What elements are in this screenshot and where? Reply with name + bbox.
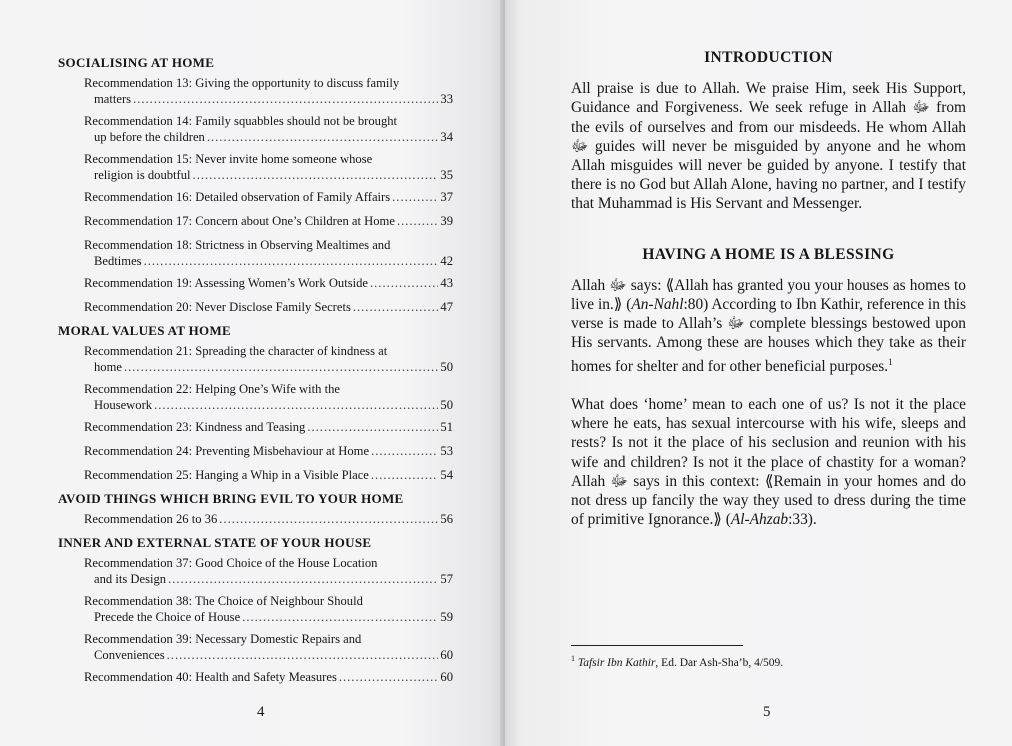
- leader-dots: [397, 213, 438, 229]
- footnote-marker: 1: [888, 356, 893, 367]
- toc-entry[interactable]: [84, 299, 453, 315]
- right-page-body: [571, 48, 966, 529]
- toc-section-heading: INNER AND EXTERNAL STATE OF YOUR HOUSE: [58, 535, 372, 550]
- leader-dots: [207, 129, 439, 145]
- footnote: $^1$ Tafsir Ibn Kathir, Ed. Dar Ash-Sha’b, 4/509.: [571, 654, 784, 669]
- toc-entry[interactable]: [84, 669, 453, 685]
- leader-dots: [167, 647, 439, 663]
- toc-page-number: 56: [440, 512, 453, 526]
- toc-entry[interactable]: [84, 467, 453, 483]
- toc-entry[interactable]: [84, 555, 453, 587]
- toc-page-number: 37: [440, 190, 453, 204]
- blessing-heading: HAVING A HOME IS A BLESSING: [642, 245, 895, 263]
- blessing-paragraph-2: What does ‘home’ mean to each one of us? Is not it the place where he eats, has sexual intercourse with his wife, sleeps and rests? Is not it the place of his seclusion and reunion with his wife and children? Is not it the place of chastity for a woman? Allah ﷻ says in this context: ⟪Remain in your homes and do not dress up fancily the way they used to dress during the time of primitive Ignorance.⟫ (Al-Ahzab:33).: [571, 395, 966, 529]
- toc-page-number: 47: [440, 300, 453, 314]
- blessing-paragraph-1: Allah ﷻ says: ⟪Allah has granted you your houses as homes to live in.⟫ (An-Nahl:80) According to Ibn Kathir, reference in this verse is made to Allah’s ﷻ complete blessings bestowed upon His servants. Among these are houses which they take as their homes for shelter and for other beneficial purposes.$^1$: [571, 276, 967, 375]
- toc-page-number: 60: [440, 670, 453, 684]
- leader-dots: [193, 167, 439, 183]
- toc-entry-title: home: [94, 360, 122, 374]
- table-of-contents: [58, 55, 453, 693]
- toc-entry-title: and its Design: [94, 572, 167, 586]
- right-page: [505, 0, 1012, 746]
- leader-dots: [154, 397, 438, 413]
- toc-entry-title: Recommendation 40: Health and Safety Measures: [84, 670, 337, 684]
- toc-page-number: 33: [440, 92, 453, 106]
- leader-dots: [124, 359, 438, 375]
- toc-entry-title: Recommendation 13: Giving the opportunity to discuss family: [84, 76, 400, 90]
- toc-entry[interactable]: [84, 113, 453, 145]
- toc-entry[interactable]: [84, 237, 453, 269]
- toc-entry[interactable]: [84, 213, 453, 229]
- toc-entry[interactable]: [84, 443, 453, 459]
- leader-dots: [144, 253, 439, 269]
- toc-entry[interactable]: [84, 381, 453, 413]
- toc-page-number: 43: [440, 276, 453, 290]
- toc-entry[interactable]: [84, 275, 453, 291]
- toc-page-number: 34: [440, 130, 453, 144]
- introduction-heading: INTRODUCTION: [704, 49, 833, 66]
- toc-page-number: 60: [440, 648, 453, 662]
- toc-entry-title: Recommendation 20: Never Disclose Family Secrets: [84, 300, 351, 314]
- toc-entry[interactable]: [84, 419, 453, 435]
- toc-entry-title: Recommendation 26 to 36: [84, 512, 218, 526]
- toc-page-number: 51: [440, 420, 453, 434]
- leader-dots: [339, 669, 439, 685]
- page-number-left: 4: [257, 704, 265, 720]
- toc-page-number: 50: [440, 360, 453, 374]
- toc-page-number: 50: [440, 398, 453, 412]
- toc-entry[interactable]: [84, 631, 453, 663]
- toc-entry-title: matters: [94, 92, 132, 106]
- toc-page-number: 54: [440, 468, 453, 482]
- toc-page-number: 59: [440, 610, 453, 624]
- toc-page-number: 42: [440, 254, 453, 268]
- toc-entry-title: Recommendation 22: Helping One’s Wife with the: [84, 382, 340, 396]
- toc-entry-title: Precede the Choice of House: [94, 610, 241, 624]
- toc-section-heading: AVOID THINGS WHICH BRING EVIL TO YOUR HOME: [58, 491, 404, 506]
- leader-dots: [392, 189, 438, 205]
- left-page: [0, 0, 503, 746]
- toc-entry-title: Recommendation 19: Assessing Women’s Work Outside: [84, 276, 368, 290]
- quran-reference: An-Nahl: [631, 296, 684, 314]
- leader-dots: [307, 419, 438, 435]
- leader-dots: [219, 511, 438, 527]
- toc-entry[interactable]: [84, 151, 453, 183]
- quran-reference: Al-Ahzab: [730, 511, 789, 529]
- toc-entry-title: Recommendation 38: The Choice of Neighbour Should: [84, 594, 363, 608]
- toc-entry-title: Recommendation 21: Spreading the character of kindness at: [84, 344, 388, 358]
- leader-dots: [353, 299, 439, 315]
- toc-entry-title: Housework: [94, 398, 153, 412]
- toc-entry-title: Recommendation 25: Hanging a Whip in a Visible Place: [84, 468, 369, 482]
- toc-entry[interactable]: [84, 511, 453, 527]
- leader-dots: [371, 467, 439, 483]
- toc-entry[interactable]: [84, 343, 453, 375]
- toc-entry-title: Recommendation 37: Good Choice of the House Location: [84, 556, 378, 570]
- page-number-right: 5: [763, 704, 771, 720]
- leader-dots: [371, 443, 438, 459]
- toc-section-heading: SOCIALISING AT HOME: [58, 55, 215, 70]
- toc-entry-title: Bedtimes: [94, 254, 142, 268]
- toc-entry-title: Recommendation 18: Strictness in Observing Mealtimes and: [84, 238, 391, 252]
- toc-entry[interactable]: [84, 75, 453, 107]
- toc-page-number: 35: [440, 168, 453, 182]
- leader-dots: [133, 91, 438, 107]
- leader-dots: [370, 275, 438, 291]
- introduction-paragraph: All praise is due to Allah. We praise Him, seek His Support, Guidance and Forgiveness. We seek refuge in Allah ﷻ from the evils of ourselves and from our misdeeds. He whom Allah ﷻ guides will never be misguided by anyone and he whom Allah misguides will never be guided by anyone. I testify that there is no God but Allah Alone, having no partner, and I testify that Muhammad is His Servant and Messenger.: [571, 80, 966, 213]
- toc-entry-title: Recommendation 24: Preventing Misbehaviour at Home: [84, 444, 370, 458]
- toc-entry-title: Recommendation 16: Detailed observation of Family Affairs: [84, 190, 391, 204]
- toc-entry-title: Recommendation 17: Concern about One’s Children at Home: [84, 214, 395, 228]
- toc-entry-title: Recommendation 23: Kindness and Teasing: [84, 420, 306, 434]
- toc-entry[interactable]: [84, 593, 453, 625]
- toc-entry-title: Recommendation 15: Never invite home someone whose: [84, 152, 373, 166]
- leader-dots: [168, 571, 438, 587]
- leader-dots: [242, 609, 438, 625]
- toc-entry-title: up before the children: [94, 130, 205, 144]
- toc-entry-title: religion is doubtful: [94, 168, 191, 182]
- toc-entry-title: Conveniences: [94, 648, 165, 662]
- toc-page-number: 57: [440, 572, 453, 586]
- toc-entry-title: Recommendation 39: Necessary Domestic Repairs and: [84, 632, 362, 646]
- footnote-divider: [571, 645, 743, 646]
- toc-entry[interactable]: [84, 189, 453, 205]
- toc-page-number: 39: [440, 214, 453, 228]
- toc-section-heading: MORAL VALUES AT HOME: [58, 323, 231, 338]
- toc-page-number: 53: [440, 444, 453, 458]
- toc-entry-title: Recommendation 14: Family squabbles should not be brought: [84, 114, 398, 128]
